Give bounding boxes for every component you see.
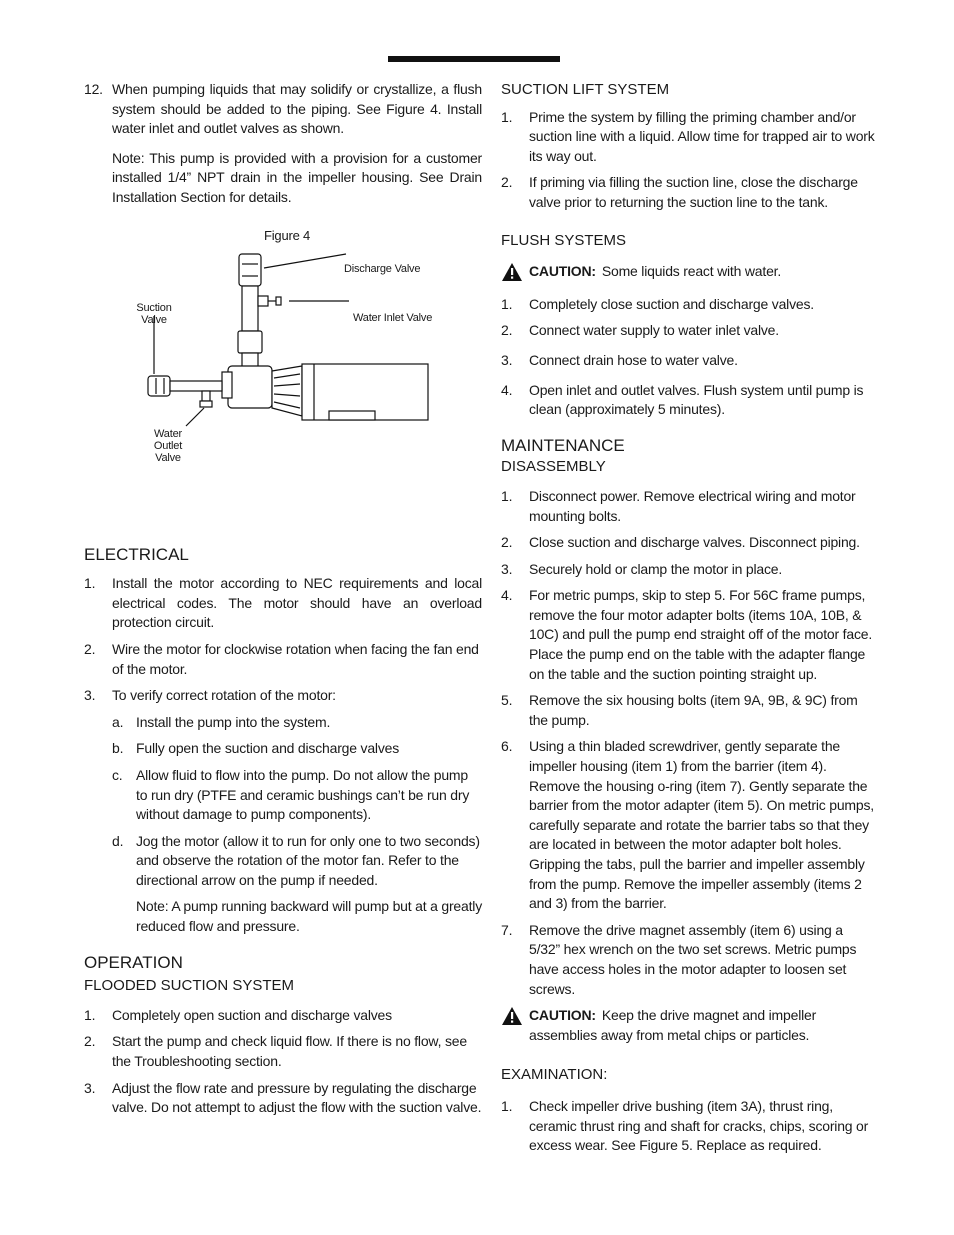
sub-item: b. Fully open the suction and discharge valves [112,740,400,757]
list-item: 4. Open inlet and outlet valves. Flush system until pump is clean (approximately 5 minutes). [501,381,864,418]
list-item: 2. Start the pump and check liquid flow. If there is no flow, see the Troubleshooting section. [84,1033,467,1070]
suction-lift-heading: SUCTION LIFT SYSTEM [501,81,670,98]
list-item: 1. Completely close suction and discharge valves. [501,295,814,312]
list-item: 5. Remove the six housing bolts (item 9A, 9B, & 9C) from the pump. [501,692,858,728]
warning-icon [501,1006,529,1032]
list-item: 3. To verify correct rotation of the motor: [84,687,336,704]
water-inlet-valve-label: Water Inlet Valve [353,311,433,324]
sub-item: d. Jog the motor (allow it to run for only one to two seconds) and observe the rotation of the motor fan. Refer to the directional arrow on the pump if needed. [112,832,480,888]
flooded-suction-heading: FLOODED SUCTION SYSTEM [84,977,295,995]
header-rule [388,56,560,62]
list-item: 3. Connect drain hose to water valve. [501,351,738,368]
pump-diagram [124,246,444,506]
discharge-valve-label: Discharge Valve [344,262,421,275]
list-item: 1. Check impeller drive bushing (item 3A), thrust ring, ceramic thrust ring and shaft for cracks, chips, scoring or excess wear. See Figure 5. Replace as required. [501,1097,869,1154]
list-item: 1. Disconnect power. Remove electrical wiring and motor mounting bolts. [501,487,856,524]
suction-valve-label: Suction Valve [136,301,172,326]
sub-item: a. Install the pump into the system. [112,713,331,730]
maintenance-heading: MAINTENANCE [501,435,625,455]
list-item: 2. If priming via filling the suction line, close the discharge valve prior to returning the suction line to the tank. [501,174,858,210]
flush-systems-heading: FLUSH SYSTEMS [501,231,627,249]
rotation-note: Note: A pump running backward will pump but at a greatly reduced flow and pressure. [136,898,482,935]
list-item: 1. Prime the system by filling the priming chamber and/or suction line with a liquid. Allow time for trapped air to work its way out. [501,108,875,164]
left-column [84,80,482,1125]
right-column [501,80,875,1163]
list-item: 6. Using a thin bladed screwdriver, gently separate the impeller housing (item 1) from the barrier (item 4). Remove the housing o-ring (item 7). Gently separate the barrier from the motor adapter (item 5). On metric pumps, carefully separate and rotate the barrier tabs so that they are located in between the motor adapter bolt holes. Gripping the tabs, pull the barrier and impeller assembly from the pump. Remove the impeller assembly (items 2 and 3) from the barrier. [501,738,874,912]
list-item: 3. Securely hold or clamp the motor in place. [501,560,783,577]
list-item: 7. Remove the drive magnet assembly (item 6) using a 5/32” hex wrench on the two set screws. Metric pumps have access holes in the motor adapter to loosen set screws. [501,921,857,997]
examination-heading: EXAMINATION: [501,1066,608,1084]
electrical-heading: ELECTRICAL [84,544,189,564]
list-item: 1. Completely open suction and discharge valves [84,1006,392,1023]
list-item: 1. Install the motor according to NEC requirements and local electrical codes. The motor should have an overload protection circuit. [84,575,482,631]
flush-caution: CAUTION: Some liquids react with water. [501,262,875,288]
list-item: 2. Wire the motor for clockwise rotation when facing the fan end of the motor. [84,640,479,677]
list-item: 2. Connect water supply to water inlet valve. [501,322,779,339]
figure-4 [84,226,482,531]
magnet-caution: CAUTION: Keep the drive magnet and impeller assemblies away from metal chips or particles. [501,1006,875,1045]
figure-label: Figure 4 [264,227,311,243]
list-item: 4. For metric pumps, skip to step 5. For 56C frame pumps, remove the four motor adapter bolts (items 10A, 10B, & 10C) and pull the pump end straight off of the motor face. Place the pump end on the table with the adapter flange on the table and the suction pointing straight up. [501,587,873,682]
list-item: 2. Close suction and discharge valves. Disconnect piping. [501,534,860,551]
sub-item: c. Allow fluid to flow into the pump. Do not allow the pump to run dry (PTFE and ceramic bushings can’t be run dry without damage to pump components). [112,766,470,823]
operation-heading: OPERATION [84,952,183,972]
list-item: 12. When pumping liquids that may solidify or crystallize, a flush system should be added to the piping. See Figure 4. Install water inlet and outlet valves as shown. [84,81,482,137]
disassembly-heading: DISASSEMBLY [501,458,606,476]
drain-note: Note: This pump is provided with a provision for a customer installed 1/4” NPT drain in the impeller housing. See Drain Installation Section for details. [112,149,482,205]
warning-icon [501,262,529,288]
list-item: 3. Adjust the flow rate and pressure by regulating the discharge valve. Do not attempt to adjust the flow with the suction valve. [84,1079,482,1116]
water-outlet-valve-label: Water Outlet Valve [153,427,183,464]
